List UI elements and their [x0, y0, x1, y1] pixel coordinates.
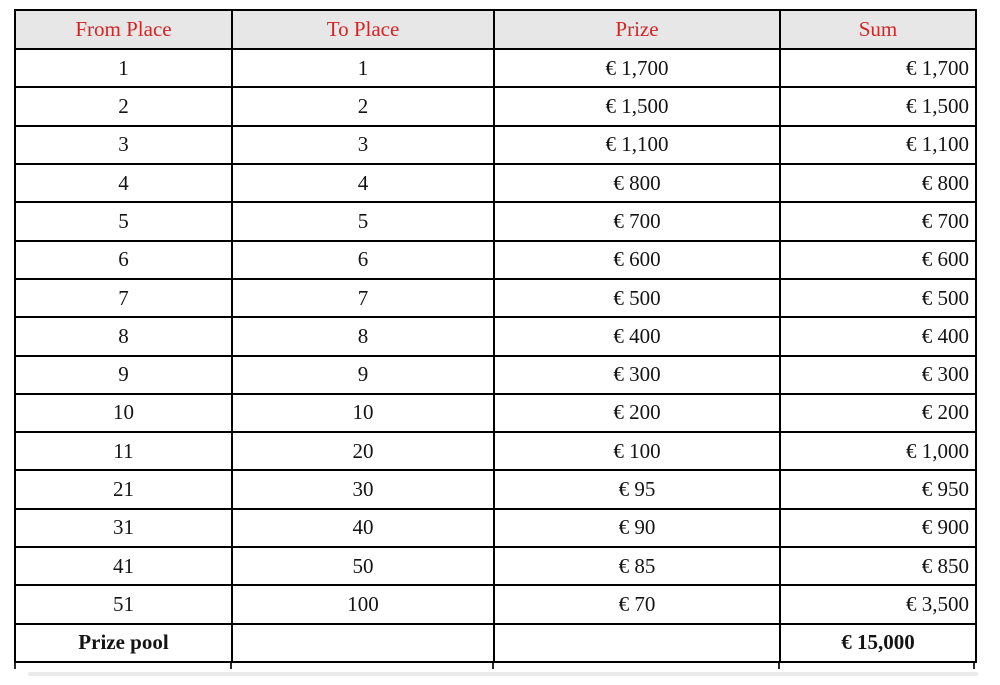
cell-sum: € 800	[780, 164, 976, 202]
column-header-prize: Prize	[494, 10, 780, 49]
prize-pool-label: Prize pool	[15, 624, 232, 662]
column-header-from-place: From Place	[15, 10, 232, 49]
table-row	[15, 126, 976, 164]
cell-from: 1	[15, 49, 232, 87]
cell-from: 8	[15, 317, 232, 355]
cell-prize: € 1,100	[494, 126, 780, 164]
cell-from: 11	[15, 432, 232, 470]
table-row	[15, 202, 976, 240]
prize-pool-total: € 15,000	[780, 624, 976, 662]
cell-prize: € 85	[494, 547, 780, 585]
prize-pool-row	[15, 624, 976, 662]
prize-distribution-table-wrap	[14, 9, 977, 663]
cell-to: 100	[232, 585, 494, 623]
table-row	[15, 241, 976, 279]
cell-from: 21	[15, 470, 232, 508]
cell-sum: € 1,700	[780, 49, 976, 87]
column-header-to-place: To Place	[232, 10, 494, 49]
cell-empty	[232, 624, 494, 662]
cell-prize: € 200	[494, 394, 780, 432]
cell-to: 7	[232, 279, 494, 317]
cell-prize: € 600	[494, 241, 780, 279]
cell-prize: € 500	[494, 279, 780, 317]
cell-to: 5	[232, 202, 494, 240]
cell-sum: € 900	[780, 509, 976, 547]
cell-prize: € 70	[494, 585, 780, 623]
cell-from: 9	[15, 356, 232, 394]
cell-to: 30	[232, 470, 494, 508]
cell-from: 51	[15, 585, 232, 623]
cell-sum: € 300	[780, 356, 976, 394]
cell-sum: € 400	[780, 317, 976, 355]
cell-to: 6	[232, 241, 494, 279]
scan-artifact-line	[28, 672, 978, 676]
cell-prize: € 300	[494, 356, 780, 394]
border-stub	[14, 663, 16, 669]
cell-prize: € 400	[494, 317, 780, 355]
cell-sum: € 500	[780, 279, 976, 317]
cell-sum: € 850	[780, 547, 976, 585]
table-row	[15, 547, 976, 585]
cell-sum: € 600	[780, 241, 976, 279]
cell-from: 10	[15, 394, 232, 432]
cell-prize: € 1,700	[494, 49, 780, 87]
column-header-sum: Sum	[780, 10, 976, 49]
cell-empty	[494, 624, 780, 662]
cell-sum: € 950	[780, 470, 976, 508]
cell-sum: € 1,000	[780, 432, 976, 470]
table-row	[15, 394, 976, 432]
cell-to: 50	[232, 547, 494, 585]
border-stub	[230, 663, 232, 669]
table-row	[15, 356, 976, 394]
cell-prize: € 95	[494, 470, 780, 508]
cell-prize: € 800	[494, 164, 780, 202]
cell-to: 20	[232, 432, 494, 470]
cell-to: 9	[232, 356, 494, 394]
cell-prize: € 90	[494, 509, 780, 547]
header-row	[15, 10, 976, 49]
cell-to: 3	[232, 126, 494, 164]
cell-from: 31	[15, 509, 232, 547]
table-row	[15, 432, 976, 470]
cell-to: 8	[232, 317, 494, 355]
cell-to: 40	[232, 509, 494, 547]
cell-prize: € 700	[494, 202, 780, 240]
cell-from: 5	[15, 202, 232, 240]
table-row	[15, 49, 976, 87]
cell-prize: € 100	[494, 432, 780, 470]
cell-from: 6	[15, 241, 232, 279]
table-row	[15, 317, 976, 355]
cell-from: 7	[15, 279, 232, 317]
prize-distribution-table	[14, 9, 977, 663]
cell-sum: € 3,500	[780, 585, 976, 623]
cell-from: 2	[15, 87, 232, 125]
border-stub	[778, 663, 780, 669]
cell-from: 4	[15, 164, 232, 202]
cell-to: 1	[232, 49, 494, 87]
cell-from: 3	[15, 126, 232, 164]
table-row	[15, 509, 976, 547]
cell-to: 4	[232, 164, 494, 202]
cell-sum: € 1,100	[780, 126, 976, 164]
border-stub	[973, 663, 975, 669]
cell-from: 41	[15, 547, 232, 585]
cell-to: 10	[232, 394, 494, 432]
cell-prize: € 1,500	[494, 87, 780, 125]
cell-sum: € 1,500	[780, 87, 976, 125]
cell-sum: € 200	[780, 394, 976, 432]
table-row	[15, 470, 976, 508]
table-row	[15, 585, 976, 623]
table-row	[15, 279, 976, 317]
table-row	[15, 164, 976, 202]
cell-to: 2	[232, 87, 494, 125]
border-stub	[492, 663, 494, 669]
cell-sum: € 700	[780, 202, 976, 240]
table-row	[15, 87, 976, 125]
